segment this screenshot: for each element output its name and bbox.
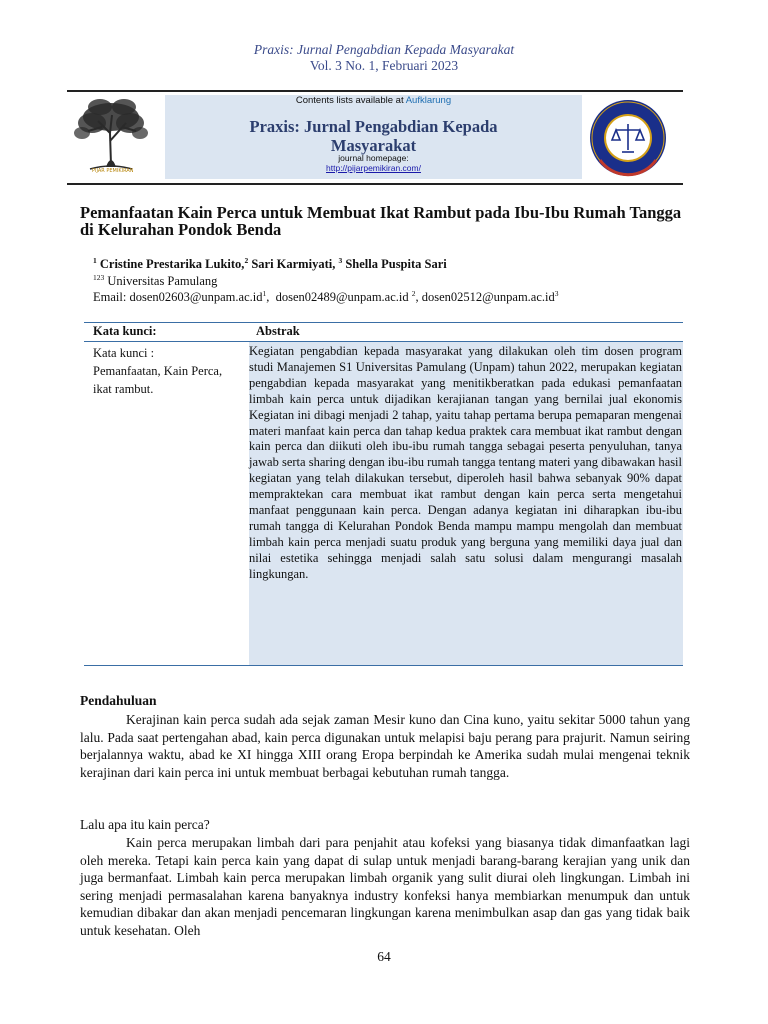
- seal-logo-icon: [588, 98, 668, 178]
- section-heading: Pendahuluan: [80, 693, 157, 708]
- abstract-header: Abstrak: [256, 324, 300, 338]
- header-title-line1: Praxis: Jurnal Pengabdian Kepada: [249, 117, 498, 136]
- email-sup: 1: [262, 289, 267, 298]
- intro-paragraph-2: [80, 834, 690, 939]
- email-label: Email:: [93, 290, 130, 305]
- journal-header-title: [165, 117, 582, 155]
- paragraph-text: Kerajinan kain perca sudah ada sejak zaman Mesir kuno dan Cina kuno, yaitu sekitar 5000 tahun yang lalu. Pada saat pertengahan abad, kain perca digunakan untuk melapisi baju perang para prajurit. Namun seiring berjalannya waktu, abad ke XI hingga XIII orang Eropa berpindah ke Amerika sudah mulai mengenai teknik kerajinan dari kain perca ini untuk membuat berbagai kebutuhan rumah tangga.: [80, 712, 690, 780]
- running-volume: Vol. 3 No. 1, Februari 2023: [309, 58, 459, 73]
- homepage-label: journal homepage:: [338, 153, 409, 163]
- tree-logo-icon: [70, 93, 152, 179]
- homepage-link[interactable]: http://pijarpemikiran.com/: [326, 163, 421, 173]
- keywords-text: Pemanfaatan, Kain Perca, ikat rambut.: [93, 364, 223, 396]
- keywords-header: Kata kunci:: [93, 324, 157, 338]
- author-name: Cristine Prestarika Lukito,: [99, 257, 245, 272]
- keywords-column: [93, 344, 243, 398]
- author-sup: 1: [93, 256, 97, 265]
- email-sup: 2: [411, 289, 416, 298]
- header-rule-top: [67, 90, 683, 92]
- affiliation-text: Universitas Pamulang: [107, 274, 218, 289]
- article-title: Pemanfaatan Kain Perca untuk Membuat Ikat Rambut pada Ibu-Ibu Rumah Tangga di Kelurahan Pondok Benda: [80, 203, 682, 239]
- email-line: Email: $dosen02603@unpam.ac.id^1$, dosen02489@unpam.ac.id $^2$, $dosen02512@unpam.ac.id^3$: [93, 289, 559, 305]
- author-sup: 2: [244, 256, 249, 265]
- author-sup: 3: [338, 256, 343, 265]
- question-line: Lalu apa itu kain perca?: [80, 817, 210, 832]
- affiliation: [93, 273, 217, 289]
- paragraph-text: Kain perca merupakan limbah dari para penjahit atau kofeksi yang biasanya tidak dimanfaatkan lagi oleh mereka. Tetapi kain perca kain yang dapat di sulap untuk menjadi barang-barang kerajian yang unik dan juga bermanfaat. Limbah kain perca merupakan limbah organik yang sulit diurai oleh lingkungan. Limbah ini sering menjadi permasalahan karena banyaknya industry konfeksi hanya membiarkan menumpuk dan untuk kemudian dibakar dan akan menjadi pencemaran lingkungan karena menimbulkan asap dan gas yang tidak baik untuk kesehatan. Oleh: [80, 835, 690, 938]
- keywords-label: Kata kunci :: [93, 346, 155, 360]
- author-name: Shella Puspita Sari: [345, 257, 447, 272]
- header-rule-bottom: [67, 183, 683, 185]
- logo-caption: PIJAR PEMIKIRAN: [92, 168, 134, 174]
- intro-paragraph-1: [80, 711, 690, 781]
- publisher-link[interactable]: Aufklarung: [405, 95, 452, 106]
- author-list: [93, 256, 447, 272]
- affiliation-sup: 123: [93, 273, 105, 282]
- email-link[interactable]: dosen02512@unpam.ac.id: [421, 290, 555, 305]
- running-journal-name: Praxis: Jurnal Pengabdian Kepada Masyarakat: [253, 42, 515, 57]
- contents-available: [165, 95, 582, 106]
- author-name: Sari Karmiyati,: [251, 257, 339, 272]
- contents-prefix: Contents lists available at: [295, 95, 406, 106]
- page-number: 64: [377, 949, 391, 964]
- header-title-line2: Masyarakat: [330, 136, 417, 155]
- email-sup: 3: [554, 289, 559, 298]
- email-link[interactable]: dosen02603@unpam.ac.id: [129, 290, 263, 305]
- journal-homepage: [165, 153, 582, 173]
- table-rule-top: [84, 322, 683, 323]
- email-link[interactable]: dosen02489@unpam.ac.id: [275, 290, 412, 305]
- abstract-text: Kegiatan pengabdian kepada masyarakat yang dilakukan oleh tim dosen program studi Manajemen S1 Universitas Pamulang (Unpam) tahun 2022, merupakan kegiatan pengabdian kepada masyarakat yang menitikberatkan pada edukasi pemanfaatan limbah kain perca untuk dijadikan kerajianan tangan yang bernilai jual ekonomis Kegiatan ini dibagi menjadi 2 tahap, yaitu tahap pertama berupa pemaparan mengenai materi manfaat kain perca dan tahap kedua praktek cara membuat ikat rambut dengan kain perca dan diikuti oleh ibu-ibu rumah tangga sebagai peserta penyuluhan, tanya jawab serta sharing dengan ibu-ibu rumah tangga tentang materi yang dibawakan hasil kegiatan yang telah dilakukan tersebut, diperoleh hasil bahwa sebanyak 90% dapat mempraktekan cara membuat ikat rambut dengan kain perca serta mengetahui manfaat penggunaan kain perca. Dengan adanya kegiatan ini diharapkan ibu-ibu rumah tangga di Kelurahan Pondok Benda mampu mampu mengolah dan membuat limbah kain perca menjadi suatu produk yang berguna yang memiliki daya jual dan nilai estetika sehingga menjadi salah satu solusi dalam mengurangi masalah lingkungan.: [249, 344, 682, 581]
- table-rule-bottom: [84, 665, 683, 666]
